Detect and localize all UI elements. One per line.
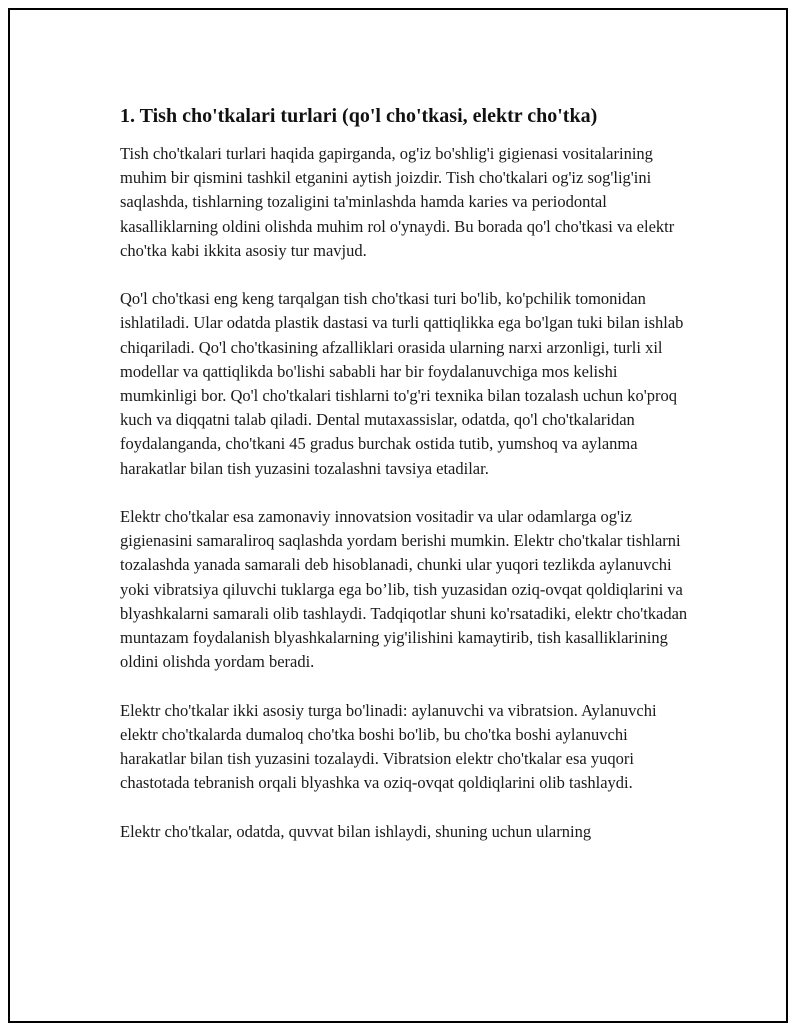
page-frame [8, 8, 788, 1023]
paragraph-intro: Tish cho'tkalari turlari haqida gapirganda, og'iz bo'shlig'i gigienasi vositalarining muhim bir qismini tashkil etganini aytish joizdir. Tish cho'tkalari og'iz sog'lig'ini saqlashda, tishlarning tozaligini ta'minlashda hamda karies va periodontal kasalliklarning oldini olishda muhim rol o'ynaydi. Bu borada qo'l cho'tkasi va elektr cho'tka kabi ikkita asosiy tur mavjud. [120, 144, 675, 260]
paragraph-electric-brush: Elektr cho'tkalar esa zamonaviy innovatsion vositadir va ular odamlarga og'iz gigienasini samaraliroq saqlashda yordam berishi mumkin. Elektr cho'tkalar tishlarni tozalashda yanada samarali deb hisoblanadi, chunki ular yuqori tezlikda aylanuvchi yoki vibratsiya qiluvchi tuklarga ega bo’lib, tish yuzasidan oziq-ovqat qoldiqlarini va blyashkalarni samarali olib tashlaydi. Tadqiqotlar shuni ko'rsatadiki, elektr cho'tkadan muntazam foydalanish blyashkalarning yig'ilishini kamaytirib, tish kasalliklarining oldini olishda yordam beradi. [120, 507, 688, 672]
paragraph-manual-brush: Qo'l cho'tkasi eng keng tarqalgan tish cho'tkasi turi bo'lib, ko'pchilik tomonidan ishlatiladi. Ular odatda plastik dastasi va turli qattiqlikka ega bo'lgan tuki bilan ishlab chiqariladi. Qo'l cho'tkasining afzalliklari orasida ularning narxi arzonligi, turli xil modellar va qattiqlikda bo'lishi sababli har bir foydalanuvchiga mos kelishi mumkinligi bor. Qo'l cho'tkalari tishlarni to'g'ri texnika bilan tozalash uchun ko'proq kuch va diqqatni talab qiladi. Dental mutaxassislar, odatda, qo'l cho'tkalaridan foydalanganda, cho'tkani 45 gradus burchak ostida tutib, yumshoq va aylanma harakatlar bilan tish yuzasini tozalashni tavsiya etadilar. [120, 289, 684, 478]
paragraph-electric-types: Elektr cho'tkalar ikki asosiy turga bo'linadi: aylanuvchi va vibratsion. Aylanuvchi elektr cho'tkalarda dumaloq cho'tka boshi bo'lib, bu cho'tka boshi aylanuvchi harakatlar bilan tish yuzasini tozalaydi. Vibratsion elektr cho'tkalar esa yuqori chastotada tebranish orqali blyashka va oziq-ovqat qoldiqlarini olib tashlaydi. [120, 700, 657, 793]
paragraph-electric-power: Elektr cho'tkalar, odatda, quvvat bilan ishlaydi, shuning uchun ularning [120, 821, 592, 841]
document-body [120, 103, 690, 868]
section-title: 1. Tish cho'tkalari turlari (qo'l cho'tkasi, elektr cho'tka) [120, 105, 598, 127]
